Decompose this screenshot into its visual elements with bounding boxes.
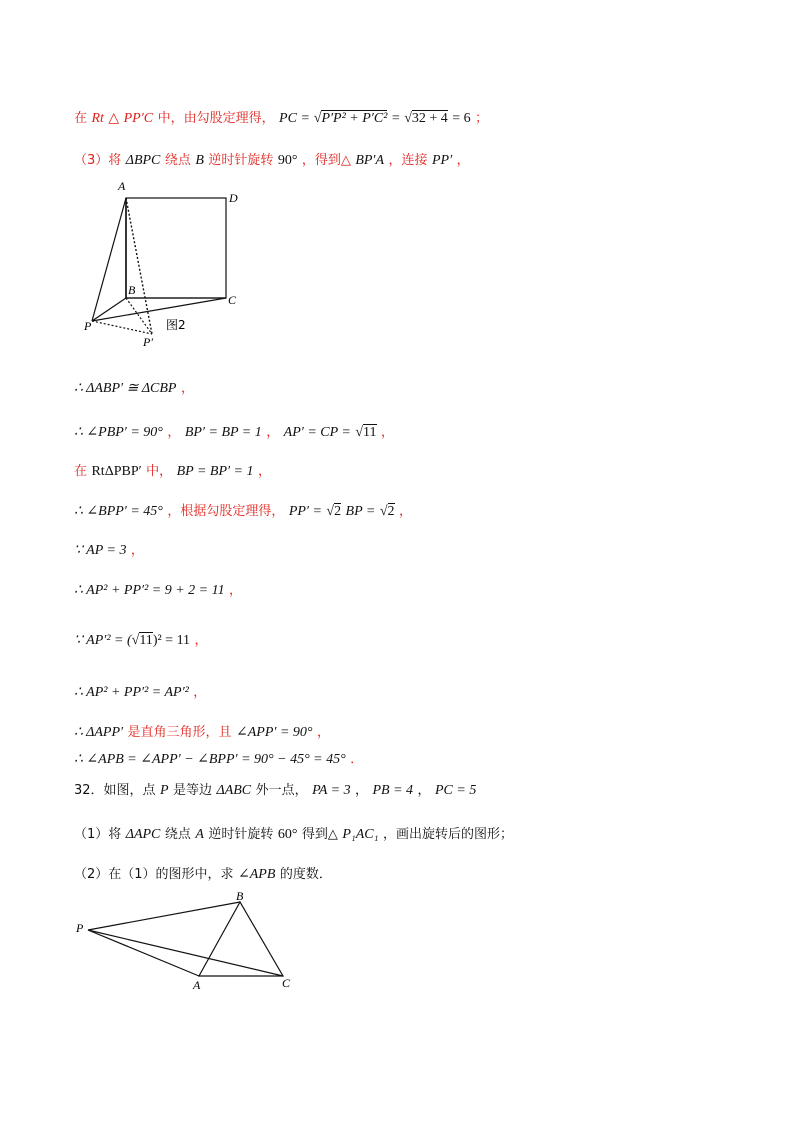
math: B xyxy=(195,153,204,168)
text: ， xyxy=(417,783,431,798)
math: PC = 5 xyxy=(434,783,477,798)
segment-pc xyxy=(92,298,226,321)
figure-square-rotation xyxy=(80,176,250,352)
text: 逆时针旋转 xyxy=(208,827,274,842)
label-p-prime: P′ xyxy=(143,335,153,349)
text: 是等边 xyxy=(173,783,213,798)
text: （1）将 xyxy=(74,827,122,842)
sqrt-expression: √2 xyxy=(379,504,395,519)
math: ∴ ∠BPP′ = 45° xyxy=(74,504,163,519)
math: A xyxy=(195,827,204,842)
math: PC xyxy=(279,111,297,126)
text: 外一点， xyxy=(255,783,308,798)
triangle-abc xyxy=(199,902,283,976)
math: = xyxy=(391,111,400,126)
text: 是直角三角形，且 xyxy=(127,725,232,740)
sqrt-expression: √11 xyxy=(355,425,377,440)
solution-line-3 xyxy=(74,378,194,399)
math: ∴ ΔABP′ ≅ ΔCBP xyxy=(74,381,177,396)
segment-pa xyxy=(88,930,199,976)
math: PA = 3 xyxy=(312,783,351,798)
math: ∴ AP² + PP′² = AP′² xyxy=(74,685,189,700)
solution-line-10 xyxy=(74,682,206,703)
math: ∵ AP′² = ( xyxy=(74,633,132,648)
math: 11 xyxy=(363,425,377,440)
text: ， xyxy=(130,543,144,558)
segment-pp-prime xyxy=(92,321,152,334)
math: ∴ ∠APB = ∠APP′ − ∠BPP′ = 90° − 45° = 45° xyxy=(74,752,346,767)
math: P₁AC₁ xyxy=(342,827,379,842)
solution-line-6 xyxy=(74,501,412,522)
math: = 6 xyxy=(452,111,471,126)
text: ， xyxy=(229,583,243,598)
math: 60° xyxy=(277,827,298,842)
square-abcd xyxy=(126,198,226,298)
math: 2 xyxy=(334,504,342,519)
label-c: C xyxy=(282,976,291,990)
text: ， xyxy=(193,685,207,700)
sqrt-expression: √32 + 4 xyxy=(404,111,448,126)
text: 32．如图，点 xyxy=(74,783,156,798)
text: 逆时针旋转 xyxy=(208,153,274,168)
text: ，连接 xyxy=(388,153,428,168)
text: （2）在（1）的图形中，求 xyxy=(74,867,234,882)
math: ∠APB xyxy=(238,867,276,882)
text: ， xyxy=(456,153,470,168)
solution-line-7 xyxy=(74,540,144,561)
math: P′P² + P′C² xyxy=(321,111,388,126)
text: ， xyxy=(398,504,412,519)
text: 中， xyxy=(146,464,173,479)
sub-question-1 xyxy=(74,824,513,845)
solution-line-12 xyxy=(74,749,363,770)
math: ΔABC xyxy=(216,783,252,798)
solution-line-4 xyxy=(74,422,394,443)
text: ， xyxy=(355,783,369,798)
math: 2 xyxy=(387,504,395,519)
math: BP = xyxy=(345,504,376,519)
math: PB = 4 xyxy=(372,783,414,798)
label-p: P xyxy=(84,319,92,333)
math: P xyxy=(160,783,169,798)
math: 11 xyxy=(139,633,153,648)
math: ∴ AP² + PP′² = 9 + 2 = 11 xyxy=(74,583,225,598)
text: 在 xyxy=(74,464,88,479)
text: ， xyxy=(266,425,280,440)
math: ∴ ΔAPP′ xyxy=(74,725,124,740)
sqrt-expression: √P′P² + P′C² xyxy=(313,111,388,126)
math: PP′ = xyxy=(288,504,322,519)
math: ∵ AP = 3 xyxy=(74,543,127,558)
text: ， xyxy=(194,633,208,648)
math: PP′C xyxy=(123,111,154,126)
text: ， xyxy=(380,425,394,440)
figure-caption: 图2 xyxy=(166,318,186,332)
sub-question-2 xyxy=(74,864,332,885)
math: 90° xyxy=(277,153,298,168)
label-p: P xyxy=(76,921,84,935)
math: PP′ xyxy=(431,153,453,168)
math: ∠APP′ = 90° xyxy=(236,725,313,740)
text: ，得到△ xyxy=(301,153,351,168)
solution-line-1 xyxy=(74,108,488,129)
solution-line-2 xyxy=(74,150,470,171)
label-b: B xyxy=(128,283,136,297)
math: ΔAPC xyxy=(125,827,161,842)
triangle-symbol: △ xyxy=(108,111,120,126)
text: ，根据勾股定理得， xyxy=(167,504,285,519)
segment-pb xyxy=(88,902,240,930)
math: AP′ = CP = xyxy=(283,425,351,440)
math: RtΔPBP′ xyxy=(91,464,142,479)
text: ； xyxy=(475,111,489,126)
text: ． xyxy=(350,752,364,767)
math: Rt xyxy=(91,111,104,126)
text: （3）将 xyxy=(74,153,122,168)
math: BP = BP′ = 1 xyxy=(176,464,254,479)
text: ，画出旋转后的图形； xyxy=(382,827,513,842)
solution-line-9 xyxy=(74,630,208,651)
label-d: D xyxy=(229,191,238,205)
label-c: C xyxy=(228,293,237,307)
text: ， xyxy=(257,464,271,479)
math: BP′A xyxy=(355,153,385,168)
text: 在 xyxy=(74,111,88,126)
solution-line-11 xyxy=(74,722,330,743)
solution-line-8 xyxy=(74,580,242,601)
label-b: B xyxy=(236,890,244,903)
text: ， xyxy=(180,381,194,396)
text: 绕点 xyxy=(164,153,191,168)
math: = xyxy=(301,111,310,126)
label-a: A xyxy=(118,179,126,193)
solution-line-5 xyxy=(74,461,271,482)
segment-ap-prime xyxy=(126,198,152,334)
segment-pc xyxy=(88,930,283,976)
text: 得到△ xyxy=(301,827,338,842)
figure-equilateral-triangle xyxy=(70,890,310,996)
math: ΔBPC xyxy=(125,153,161,168)
text: ， xyxy=(316,725,330,740)
label-a: A xyxy=(193,978,201,992)
math: ∴ ∠PBP′ = 90° xyxy=(74,425,163,440)
text: ， xyxy=(167,425,181,440)
text: 绕点 xyxy=(164,827,191,842)
segment-ap xyxy=(92,198,126,321)
text: 的度数． xyxy=(279,867,332,882)
math: 32 + 4 xyxy=(411,111,448,126)
question-32 xyxy=(74,780,476,801)
math: BP′ = BP = 1 xyxy=(184,425,262,440)
sqrt-expression: √11 xyxy=(131,633,153,648)
math: )² = 11 xyxy=(152,633,191,648)
sqrt-expression: √2 xyxy=(326,504,342,519)
text: 中，由勾股定理得， xyxy=(157,111,275,126)
